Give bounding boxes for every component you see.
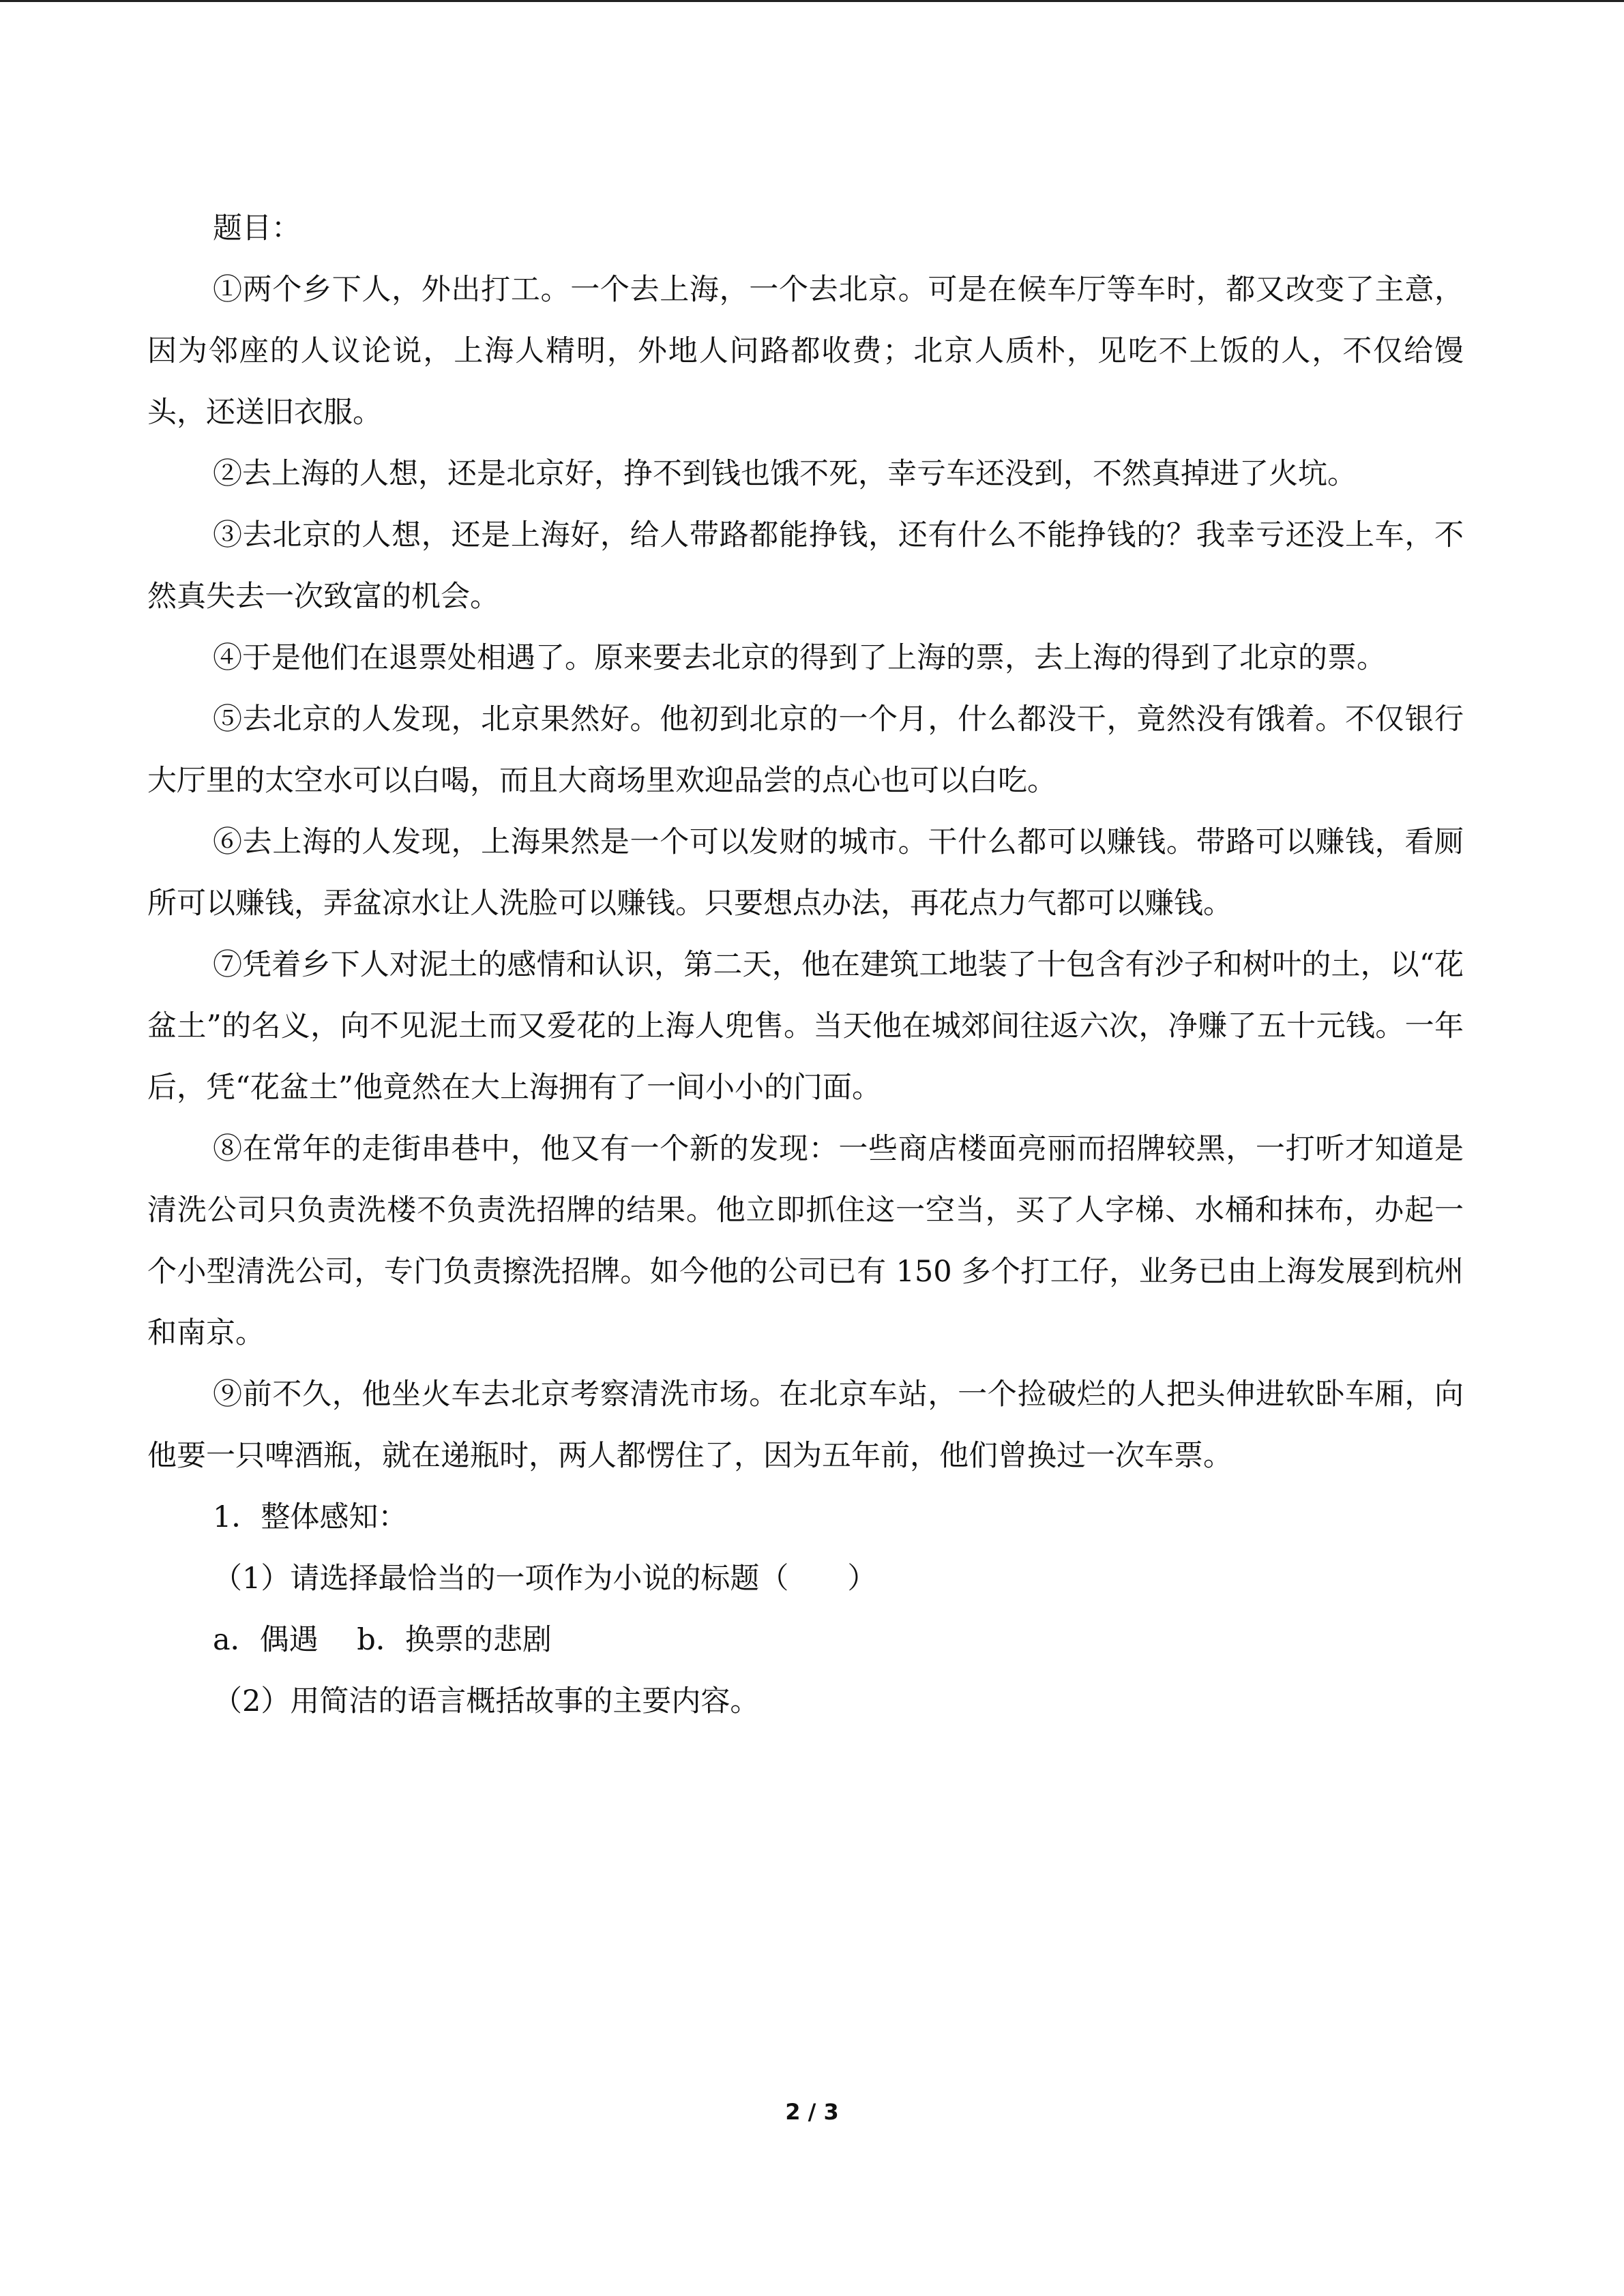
- story-paragraph-1: ①两个乡下人，外出打工。一个去上海，一个去北京。可是在候车厅等车时，都又改变了主意，因为邻座的人议论说，上海人精明，外地人问路都收费；北京人质朴，见吃不上饭的人，不仅给馒头，还送旧衣服。: [147, 273, 1464, 430]
- story-paragraph-5: ⑤去北京的人发现，北京果然好。他初到北京的一个月，什么都没干，竟然没有饿着。不仅银行大厅里的太空水可以白喝，而且大商场里欢迎品尝的点心也可以白吃。: [147, 702, 1464, 798]
- question-part-2: （2）用简洁的语言概括故事的主要内容。: [213, 1684, 760, 1718]
- document-body: [147, 198, 1464, 1732]
- story-paragraph-6: ⑥去上海的人发现，上海果然是一个可以发财的城市。干什么都可以赚钱。带路可以赚钱，看厕所可以赚钱，弄盆凉水让人洗脸可以赚钱。只要想点办法，再花点力气都可以赚钱。: [147, 825, 1464, 921]
- question-title: 1．整体感知：: [213, 1500, 408, 1534]
- story-paragraph-4: ④于是他们在退票处相遇了。原来要去北京的得到了上海的票，去上海的得到了北京的票。: [213, 641, 1386, 675]
- story-paragraph-2: ②去上海的人想，还是北京好，挣不到钱也饿不死，幸亏车还没到，不然真掉进了火坑。: [213, 457, 1357, 491]
- question-part-1: （1）请选择最恰当的一项作为小说的标题（ ）: [213, 1562, 877, 1596]
- answer-options: a．偶遇 b．换票的悲剧: [213, 1623, 552, 1657]
- story-paragraph-3: ③去北京的人想，还是上海好，给人带路都能挣钱，还有什么不能挣钱的？我幸亏还没上车，不然真失去一次致富的机会。: [147, 518, 1464, 614]
- story-paragraph-8: ⑧在常年的走街串巷中，他又有一个新的发现：一些商店楼面亮丽而招牌较黑，一打听才知道是清洗公司只负责洗楼不负责洗招牌的结果。他立即抓住这一空当，买了人字梯、水桶和抹布，办起一个小型清洗公司，专门负责擦洗招牌。如今他的公司已有 150 多个打工仔，业务已由上海发展到杭州和南京。: [147, 1132, 1464, 1350]
- story-paragraph-9: ⑨前不久，他坐火车去北京考察清洗市场。在北京车站，一个捡破烂的人把头伸进软卧车厢，向他要一只啤酒瓶，就在递瓶时，两人都愣住了，因为五年前，他们曾换过一次车票。: [147, 1377, 1464, 1473]
- section-heading: 题目：: [213, 211, 301, 245]
- page-top-border: [0, 0, 1624, 2]
- story-paragraph-7: ⑦凭着乡下人对泥土的感情和认识，第二天，他在建筑工地装了十包含有沙子和树叶的土，以“花盆土”的名义，向不见泥土而又爱花的上海人兜售。当天他在城郊间往返六次，净赚了五十元钱。一年后，凭“花盆土”他竟然在大上海拥有了一间小小的门面。: [147, 948, 1464, 1105]
- page-number: 2 / 3: [785, 2099, 839, 2125]
